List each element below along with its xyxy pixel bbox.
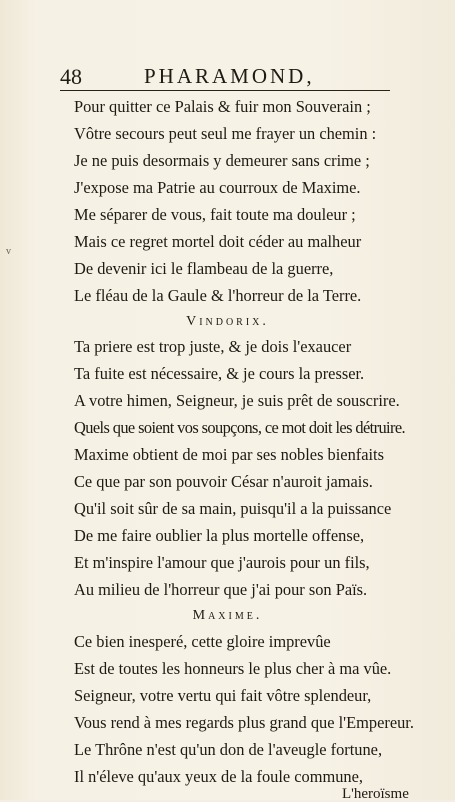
verse-line: De devenir ici le flambeau de la guerre, <box>74 259 334 278</box>
verse-line: J'expose ma Patrie au courroux de Maxime. <box>74 178 361 197</box>
page-number: 48 <box>60 64 82 89</box>
verse-line: Ta fuite est nécessaire, & je cours la presser. <box>74 364 365 383</box>
verse-line: Seigneur, votre vertu qui fait vôtre splendeur, <box>74 686 372 705</box>
verse-line: Vôtre secours peut seul me frayer un chemin : <box>74 124 377 143</box>
verse-line: Ce bien inesperé, cette gloire imprevûe <box>74 632 331 651</box>
verse-line: Au milieu de l'horreur que j'ai pour son Païs. <box>74 580 368 599</box>
verse-line: De me faire oublier la plus mortelle offense, <box>74 526 365 545</box>
verse-line: Qu'il soit sûr de sa main, puisqu'il a la puissance <box>74 499 392 518</box>
page-header <box>60 60 390 91</box>
verse-line: Il n'éleve qu'aux yeux de la foule commune, <box>74 767 363 786</box>
verse-line: Et m'inspire l'amour que j'aurois pour un fils, <box>74 553 370 572</box>
verse-line: Quels que soient vos soupçons, ce mot doit les détruire. <box>74 418 406 437</box>
verse-line: Ta priere est trop juste, & je dois l'exaucer <box>74 337 352 356</box>
verse-line: Est de toutes les honneurs le plus cher à ma vûe. <box>74 659 392 678</box>
verse-line: A votre himen, Seigneur, je suis prêt de souscrire. <box>74 391 400 410</box>
verse-line: Maxime obtient de moi par ses nobles bienfaits <box>74 445 384 464</box>
verse-line: Vous rend à mes regards plus grand que l'Empereur. <box>74 713 414 732</box>
speaker-name: Maxime. <box>192 608 263 623</box>
verse-line: Mais ce regret mortel doit céder au malheur <box>74 232 362 251</box>
verse-line: Me séparer de vous, fait toute ma douleur ; <box>74 205 356 224</box>
verse-line: Ce que par son pouvoir César n'auroit jamais. <box>74 472 373 491</box>
verse-line: Je ne puis desormais y demeurer sans crime ; <box>74 151 370 170</box>
catchword: L'heroïsme <box>342 786 409 802</box>
speaker-name: Vindorix. <box>186 314 269 329</box>
verse-line: Pour quitter ce Palais & fuir mon Souverain ; <box>74 97 371 116</box>
margin-mark: v <box>6 246 11 257</box>
verse-line: Le Thrône n'est qu'un don de l'aveugle fortune, <box>74 740 383 759</box>
running-head: PHARAMOND, <box>144 64 315 88</box>
verse-line: Le fléau de la Gaule & l'horreur de la Terre. <box>74 286 362 305</box>
